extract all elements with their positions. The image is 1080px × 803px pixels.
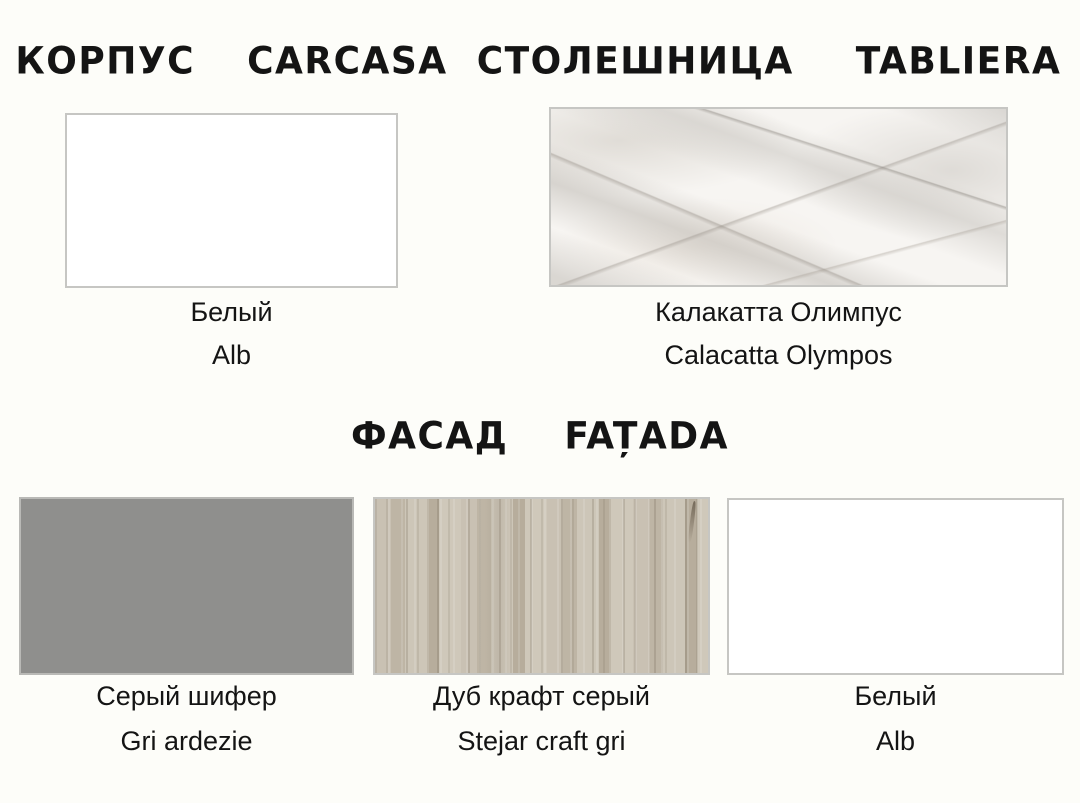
- carcass-white-label: [65, 291, 398, 377]
- facade-oak-craft-gray-name-ru: Дуб крафт серый: [432, 681, 650, 711]
- facade-gray-slate-name-ru: Серый шифер: [96, 681, 277, 711]
- facade-white-swatch: [727, 498, 1064, 675]
- facade-white-label: [727, 674, 1064, 764]
- section-header-carcass: [15, 40, 448, 83]
- carcass-white-name-ru: Белый: [190, 297, 273, 327]
- facade-title-ru: ФАСАД: [350, 415, 509, 458]
- countertop-title-ro: TABLIERA: [855, 40, 1062, 83]
- facade-white-name-ro: Alb: [875, 726, 916, 756]
- facade-oak-craft-gray-name-ro: Stejar craft gri: [457, 726, 626, 756]
- facade-oak-craft-gray-label: [373, 674, 710, 764]
- section-header-facade: [0, 416, 1080, 458]
- carcass-white-name-ro: Alb: [211, 340, 252, 370]
- countertop-marble-label: [549, 291, 1008, 377]
- countertop-title-ru: СТОЛЕШНИЦА: [476, 40, 794, 83]
- carcass-white-swatch: [65, 113, 398, 288]
- facade-gray-slate-label: [19, 674, 354, 764]
- carcass-title-ru: КОРПУС: [15, 40, 196, 83]
- countertop-marble-name-ro: Calacatta Olympos: [664, 340, 893, 370]
- facade-white-name-ru: Белый: [854, 681, 937, 711]
- facade-gray-slate-swatch: [19, 497, 354, 675]
- facade-gray-slate-name-ro: Gri ardezie: [120, 726, 253, 756]
- section-header-countertop: [476, 40, 1062, 83]
- facade-oak-craft-gray-swatch: [373, 497, 710, 675]
- facade-title-ro: FAȚADA: [564, 415, 730, 458]
- carcass-title-ro: CARCASA: [247, 40, 448, 83]
- countertop-marble-name-ru: Калакатта Олимпус: [655, 297, 902, 327]
- countertop-marble-swatch: [549, 107, 1008, 287]
